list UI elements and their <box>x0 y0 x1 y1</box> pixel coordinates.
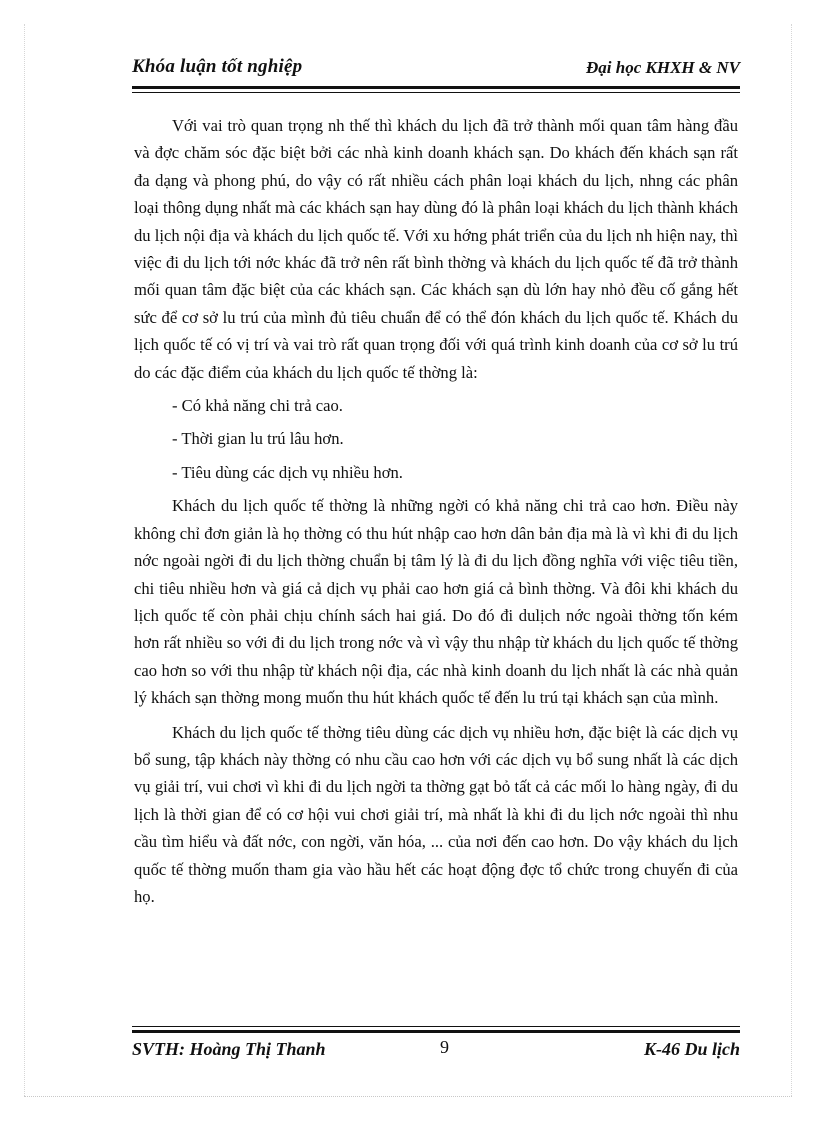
page-footer <box>132 1037 740 1067</box>
header-rule-thick <box>132 86 740 89</box>
footer-class: K-46 Du lịch <box>643 1039 740 1059</box>
footer-rule-thick <box>132 1030 740 1033</box>
page-header <box>132 50 740 86</box>
page-edge-left <box>24 24 25 1096</box>
bullet-item: - Tiêu dùng các dịch vụ nhiều hơn. <box>172 462 403 482</box>
page-number: 9 <box>440 1037 449 1057</box>
footer-rule-thin <box>132 1026 740 1027</box>
header-title-right: Đại học KHXH & NV <box>586 58 740 77</box>
paragraph-1: Với vai trò quan trọng nh thế thì khách du lịch đã trở thành mối quan tâm hàng đầu và đợc chăm sóc đặc biệt bởi các nhà kinh doanh khách sạn. Do khách đến khách sạn rất đa dạng và phong phú, do vậy có rất nhiều cách phân loại khách du lịch, nhng các phân loại thông dụng nhất mà các khách sạn hay dùng đó là phân loại khách du lịch thành khách du lịch nội địa và khách du lịch quốc tế. Với xu hớng phát triển của du lịch nh hiện nay, thì việc đi du lịch tới nớc khác đã trở nên rất bình thờng và khách du lịch quốc tế đã trở thành mối quan tâm đặc biệt của các khách sạn. Các khách sạn dù lớn hay nhỏ đều cố gắng hết sức để cơ sở lu trú của mình đủ tiêu chuẩn để có thể đón khách du lịch quốc tế. Khách du lịch quốc tế có vị trí và vai trò rất quan trọng đối với quá trình kinh doanh của cơ sở lu trú do các đặc điểm của khách du lịch quốc tế thờng là: <box>134 116 738 382</box>
header-title-left: Khóa luận tốt nghiệp <box>132 56 303 77</box>
bullet-item: - Có khả năng chi trả cao. <box>172 396 343 416</box>
paragraph-2: Khách du lịch quốc tế thờng là những ngời có khả năng chi trả cao hơn. Điều này không chỉ đơn giản là họ thờng có thu hút nhập cao hơn dân bản địa mà là vì khi đi du lịch nớc ngoài ngời đi du lịch thờng chuẩn bị tâm lý là đi du lịch đồng nghĩa với việc tiêu tiền, chi tiêu nhiều hơn và giá cả dịch vụ phải cao hơn giá cả bình thờng. Và đôi khi khách du lịch quốc tế còn phải chịu chính sách hai giá. Do đó đi dulịch nớc ngoài thờng tốn kém hơn rất nhiều so với đi du lịch trong nớc và vì vậy thu nhập từ khách du lịch quốc tế thờng cao hơn so với thu nhập từ khách nội địa, các nhà kinh doanh du lịch nhất là các nhà quản lý khách sạn thờng mong muốn thu hút khách quốc tế đến lu trú tại khách sạn của mình. <box>134 496 738 708</box>
document-body <box>134 112 738 910</box>
page-edge-right <box>791 24 792 1096</box>
page-edge-bottom <box>24 1096 792 1097</box>
header-rule-thin <box>132 92 740 93</box>
bullet-item: - Thời gian lu trú lâu hơn. <box>172 429 344 449</box>
paragraph-3: Khách du lịch quốc tế thờng tiêu dùng các dịch vụ nhiều hơn, đặc biệt là các dịch vụ bổ sung, tập khách này thờng có nhu cầu cao hơn với các dịch vụ bổ sung nhất là các dịch vụ giải trí, vui chơi vì khi đi du lịch ngời ta thờng gạt bỏ tất cả các mối lo hàng ngày, đi du lịch là thời gian để có cơ hội vui chơi giải trí, mà nhất là khi đi du lịch nớc ngoài thì nhu cầu tìm hiểu và đất nớc, con ngời, văn hóa, ... của nơi đến cao hơn. Do vậy khách du lịch quốc tế thờng muốn tham gia vào hầu hết các hoạt động đợc tổ chức trong chuyến đi của họ. <box>134 722 738 906</box>
footer-author: SVTH: Hoàng Thị Thanh <box>132 1039 326 1059</box>
